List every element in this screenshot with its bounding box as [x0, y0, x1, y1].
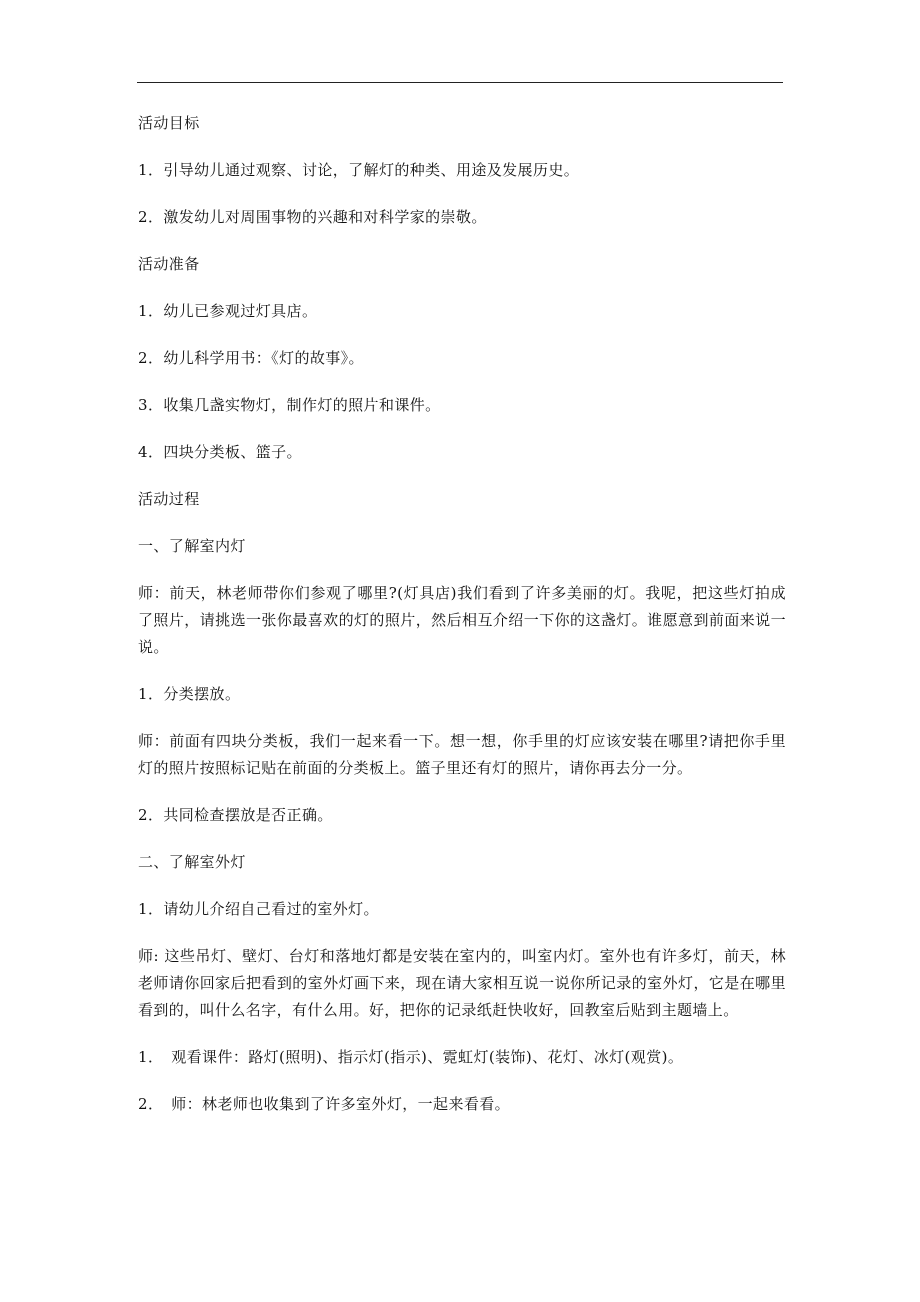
header-rule — [137, 82, 783, 83]
goal-item-1: 1．引导幼儿通过观察、讨论，了解灯的种类、用途及发展历史。 — [138, 161, 580, 179]
subsection-indoor-lights: 一、了解室内灯 — [138, 537, 246, 555]
section-heading-process: 活动过程 — [138, 490, 200, 508]
goal-item-2: 2．激发幼儿对周围事物的兴趣和对科学家的崇敬。 — [138, 208, 487, 226]
step-courseware: 1． 观看课件：路灯(照明)、指示灯(指示)、霓虹灯(装饰)、花灯、冰灯(观赏)。 — [138, 1048, 684, 1066]
section-heading-preparation: 活动准备 — [138, 255, 200, 273]
preparation-item-2: 2．幼儿科学用书：《灯的故事》。 — [138, 349, 364, 367]
document-body — [138, 110, 786, 1138]
preparation-item-4: 4．四块分类板、篮子。 — [138, 443, 302, 461]
preparation-item-1: 1．幼儿已参观过灯具店。 — [138, 302, 318, 320]
preparation-item-3: 3．收集几盏实物灯，制作灯的照片和课件。 — [138, 396, 441, 414]
step-check: 2．共同检查摆放是否正确。 — [138, 806, 333, 824]
section-heading-goals: 活动目标 — [138, 114, 200, 132]
teacher-paragraph-3: 师: 这些吊灯、壁灯、台灯和落地灯都是安装在室内的，叫室内灯。室外也有许多灯，前天，林老师请你回家后把看到的室外灯画下来，现在请大家相互说一说你所记录的室外灯，它是在哪里看到的，叫什么名字，有什么用。好，把你的记录纸赶快收好，回教室后贴到主题墙上。 — [138, 947, 786, 1019]
teacher-paragraph-1: 师：前天，林老师带你们参观了哪里?(灯具店)我们看到了许多美丽的灯。我呢，把这些灯拍成了照片，请挑选一张你最喜欢的灯的照片，然后相互介绍一下你的这盏灯。谁愿意到前面来说一说。 — [138, 584, 786, 656]
subsection-outdoor-lights: 二、了解室外灯 — [138, 853, 246, 871]
step-sort: 1．分类摆放。 — [138, 685, 241, 703]
step-introduce: 1．请幼儿介绍自己看过的室外灯。 — [138, 900, 379, 918]
teacher-paragraph-2: 师：前面有四块分类板，我们一起来看一下。想一想，你手里的灯应该安装在哪里?请把你手里灯的照片按照标记贴在前面的分类板上。篮子里还有灯的照片，请你再去分一分。 — [138, 732, 786, 777]
step-teacher-collection: 2． 师：林老师也收集到了许多室外灯，一起来看看。 — [138, 1095, 511, 1113]
